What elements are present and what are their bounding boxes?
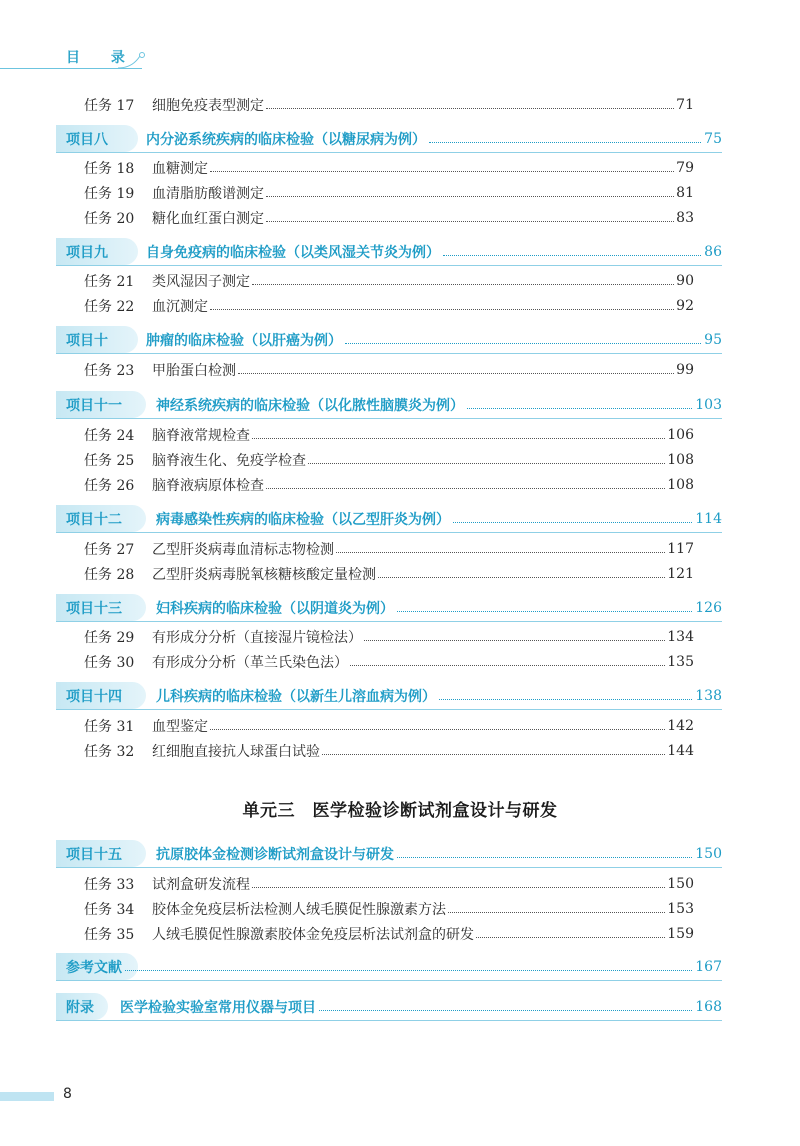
project-number: 项目九 [66,244,108,261]
header-title: 目 录 [66,50,138,66]
page-ref: 75 [704,130,722,147]
task-title: 脑脊液病原体检查 [152,478,264,494]
leader-dots [336,551,665,553]
toc-project-11[interactable] [56,391,722,418]
task-title: 甲胎蛋白检测 [152,363,236,379]
leader-dots [266,195,674,197]
task-title: 胶体金免疫层析法检测人绒毛膜促性腺激素方法 [152,902,446,918]
task-title: 血沉测定 [152,299,208,315]
toc-task-21[interactable] [84,270,694,292]
task-number: 任务 29 [84,630,135,646]
leader-dots [439,698,692,700]
task-number: 任务 27 [84,542,135,558]
leader-dots [364,639,665,641]
appendix-title: 医学检验实验室常用仪器与项目 [120,999,316,1016]
project-rule [56,709,722,710]
page-ref: 150 [695,845,722,862]
page-ref: 117 [667,541,694,557]
leader-dots [238,372,674,374]
project-number: 项目十五 [66,846,122,863]
project-title: 内分泌系统疾病的临床检验（以糖尿病为例） [146,131,426,148]
task-title: 血清脂肪酸谱测定 [152,186,264,202]
leader-dots [397,610,692,612]
toc-task-32[interactable] [84,740,694,762]
toc-project-15[interactable] [56,840,722,867]
leader-dots [378,576,665,578]
project-rule [56,532,722,533]
page-ref: 103 [695,396,722,413]
task-number: 任务 20 [84,211,135,227]
leader-dots [210,308,674,310]
page-ref: 106 [667,427,694,443]
task-number: 任务 26 [84,478,135,494]
toc-task-30[interactable] [84,651,694,673]
page-ref: 92 [676,298,694,314]
toc-project-8[interactable] [56,125,722,152]
page-ref: 83 [676,210,694,226]
project-number: 项目十二 [66,511,122,528]
appendix-label: 附录 [66,999,94,1016]
project-number: 项目十四 [66,688,122,705]
task-title: 脑脊液生化、免疫学检查 [152,453,306,469]
page-ref: 81 [676,185,694,201]
page-ref: 144 [667,743,694,759]
toc-references[interactable] [56,953,722,980]
leader-dots [453,521,692,523]
toc-task-33[interactable] [84,873,694,895]
page-ref: 114 [695,510,722,527]
toc-task-27[interactable] [84,538,694,560]
project-rule [56,152,722,153]
task-number: 任务 21 [84,274,135,290]
task-title: 类风湿因子测定 [152,274,250,290]
task-title: 血糖测定 [152,161,208,177]
project-title: 抗原胶体金检测诊断试剂盒设计与研发 [156,846,394,863]
project-rule [56,265,722,266]
project-rule [56,353,722,354]
project-number: 项目十一 [66,397,122,414]
toc-project-13[interactable] [56,594,722,621]
toc-task-19[interactable] [84,182,694,204]
project-rule [56,621,722,622]
project-number: 项目八 [66,131,108,148]
project-rule [56,867,722,868]
task-number: 任务 22 [84,299,135,315]
task-number: 任务 24 [84,428,135,444]
page-header [0,0,800,75]
toc-project-9[interactable] [56,238,722,265]
page-ref: 79 [676,160,694,176]
task-number: 任务 35 [84,927,135,943]
task-number: 任务 28 [84,567,135,583]
project-rule [56,980,722,981]
leader-dots [397,856,692,858]
toc-project-10[interactable] [56,326,722,353]
leader-dots [266,220,674,222]
project-title: 儿科疾病的临床检验（以新生儿溶血病为例） [156,688,436,705]
project-title: 肿瘤的临床检验（以肝癌为例） [146,332,342,349]
toc-task-24[interactable] [84,424,694,446]
task-number: 任务 19 [84,186,135,202]
leader-dots [266,487,665,489]
task-title: 红细胞直接抗人球蛋白试验 [152,744,320,760]
page-ref: 167 [695,958,722,975]
leader-dots [429,141,701,143]
task-title: 有形成分分析（直接湿片镜检法） [152,630,362,646]
page-ref: 153 [667,901,694,917]
leader-dots [350,664,665,666]
toc-task-28[interactable] [84,563,694,585]
page-ref: 108 [667,477,694,493]
leader-dots [266,107,674,109]
project-rule [56,1020,722,1021]
header-swirl-icon [118,50,152,70]
page-ref: 168 [695,998,722,1015]
task-title: 乙型肝炎病毒血清标志物检测 [152,542,334,558]
page-ref: 86 [704,243,722,260]
leader-dots [319,1009,692,1011]
leader-dots [322,753,665,755]
task-number: 任务 31 [84,719,135,735]
task-title: 人绒毛膜促性腺激素胶体金免疫层析法试剂盒的研发 [152,927,474,943]
toc-task-34[interactable] [84,898,694,920]
task-title: 糖化血红蛋白测定 [152,211,264,227]
task-title: 细胞免疫表型测定 [152,98,264,114]
toc-task-29[interactable] [84,626,694,648]
task-title: 乙型肝炎病毒脱氧核糖核酸定量检测 [152,567,376,583]
page-ref: 121 [667,566,694,582]
leader-dots [252,283,674,285]
project-title: 自身免疫病的临床检验（以类风湿关节炎为例） [146,244,440,261]
leader-dots [476,936,665,938]
page-ref: 150 [667,876,694,892]
toc-task-23[interactable] [84,359,694,381]
page-ref: 159 [667,926,694,942]
project-title: 病毒感染性疾病的临床检验（以乙型肝炎为例） [156,511,450,528]
leader-dots [252,886,665,888]
leader-dots [308,462,665,464]
task-number: 任务 34 [84,902,135,918]
task-number: 任务 33 [84,877,135,893]
task-number: 任务 25 [84,453,135,469]
page-ref: 71 [676,97,694,113]
footer-accent-bar [0,1092,54,1101]
page-ref: 126 [695,599,722,616]
page-ref: 99 [676,362,694,378]
task-title: 血型鉴定 [152,719,208,735]
page-ref: 134 [667,629,694,645]
toc-project-12[interactable] [56,505,722,532]
leader-dots [125,969,692,971]
leader-dots [210,728,665,730]
leader-dots [252,437,665,439]
toc-task-35[interactable] [84,923,694,945]
toc-appendix[interactable] [56,993,722,1020]
page-ref: 90 [676,273,694,289]
page-ref: 135 [667,654,694,670]
page-ref: 142 [667,718,694,734]
leader-dots [467,407,692,409]
page-ref: 108 [667,452,694,468]
references-label: 参考文献 [66,959,122,976]
task-number: 任务 17 [84,98,135,114]
task-title: 有形成分分析（革兰氏染色法） [152,655,348,671]
toc-task-18[interactable] [84,157,694,179]
page-ref: 95 [704,331,722,348]
project-title: 神经系统疾病的临床检验（以化脓性脑膜炎为例） [156,397,464,414]
project-title: 妇科疾病的临床检验（以阴道炎为例） [156,600,394,617]
leader-dots [345,342,701,344]
toc-task-25[interactable] [84,449,694,471]
toc-project-14[interactable] [56,682,722,709]
task-number: 任务 30 [84,655,135,671]
task-title: 试剂盒研发流程 [152,877,250,893]
project-number: 项目十 [66,332,108,349]
toc-task-26[interactable] [84,474,694,496]
toc-task-22[interactable] [84,295,694,317]
leader-dots [210,170,674,172]
toc-task-20[interactable] [84,207,694,229]
task-number: 任务 32 [84,744,135,760]
leader-dots [448,911,665,913]
page-number: 8 [63,1086,72,1102]
task-title: 脑脊液常规检查 [152,428,250,444]
task-number: 任务 18 [84,161,135,177]
unit-title: 单元三 医学检验诊断试剂盒设计与研发 [242,801,558,821]
task-number: 任务 23 [84,363,135,379]
project-rule [56,418,722,419]
toc-task-31[interactable] [84,715,694,737]
leader-dots [443,254,701,256]
project-number: 项目十三 [66,600,122,617]
toc-task-17[interactable] [84,94,694,116]
page-ref: 138 [695,687,722,704]
